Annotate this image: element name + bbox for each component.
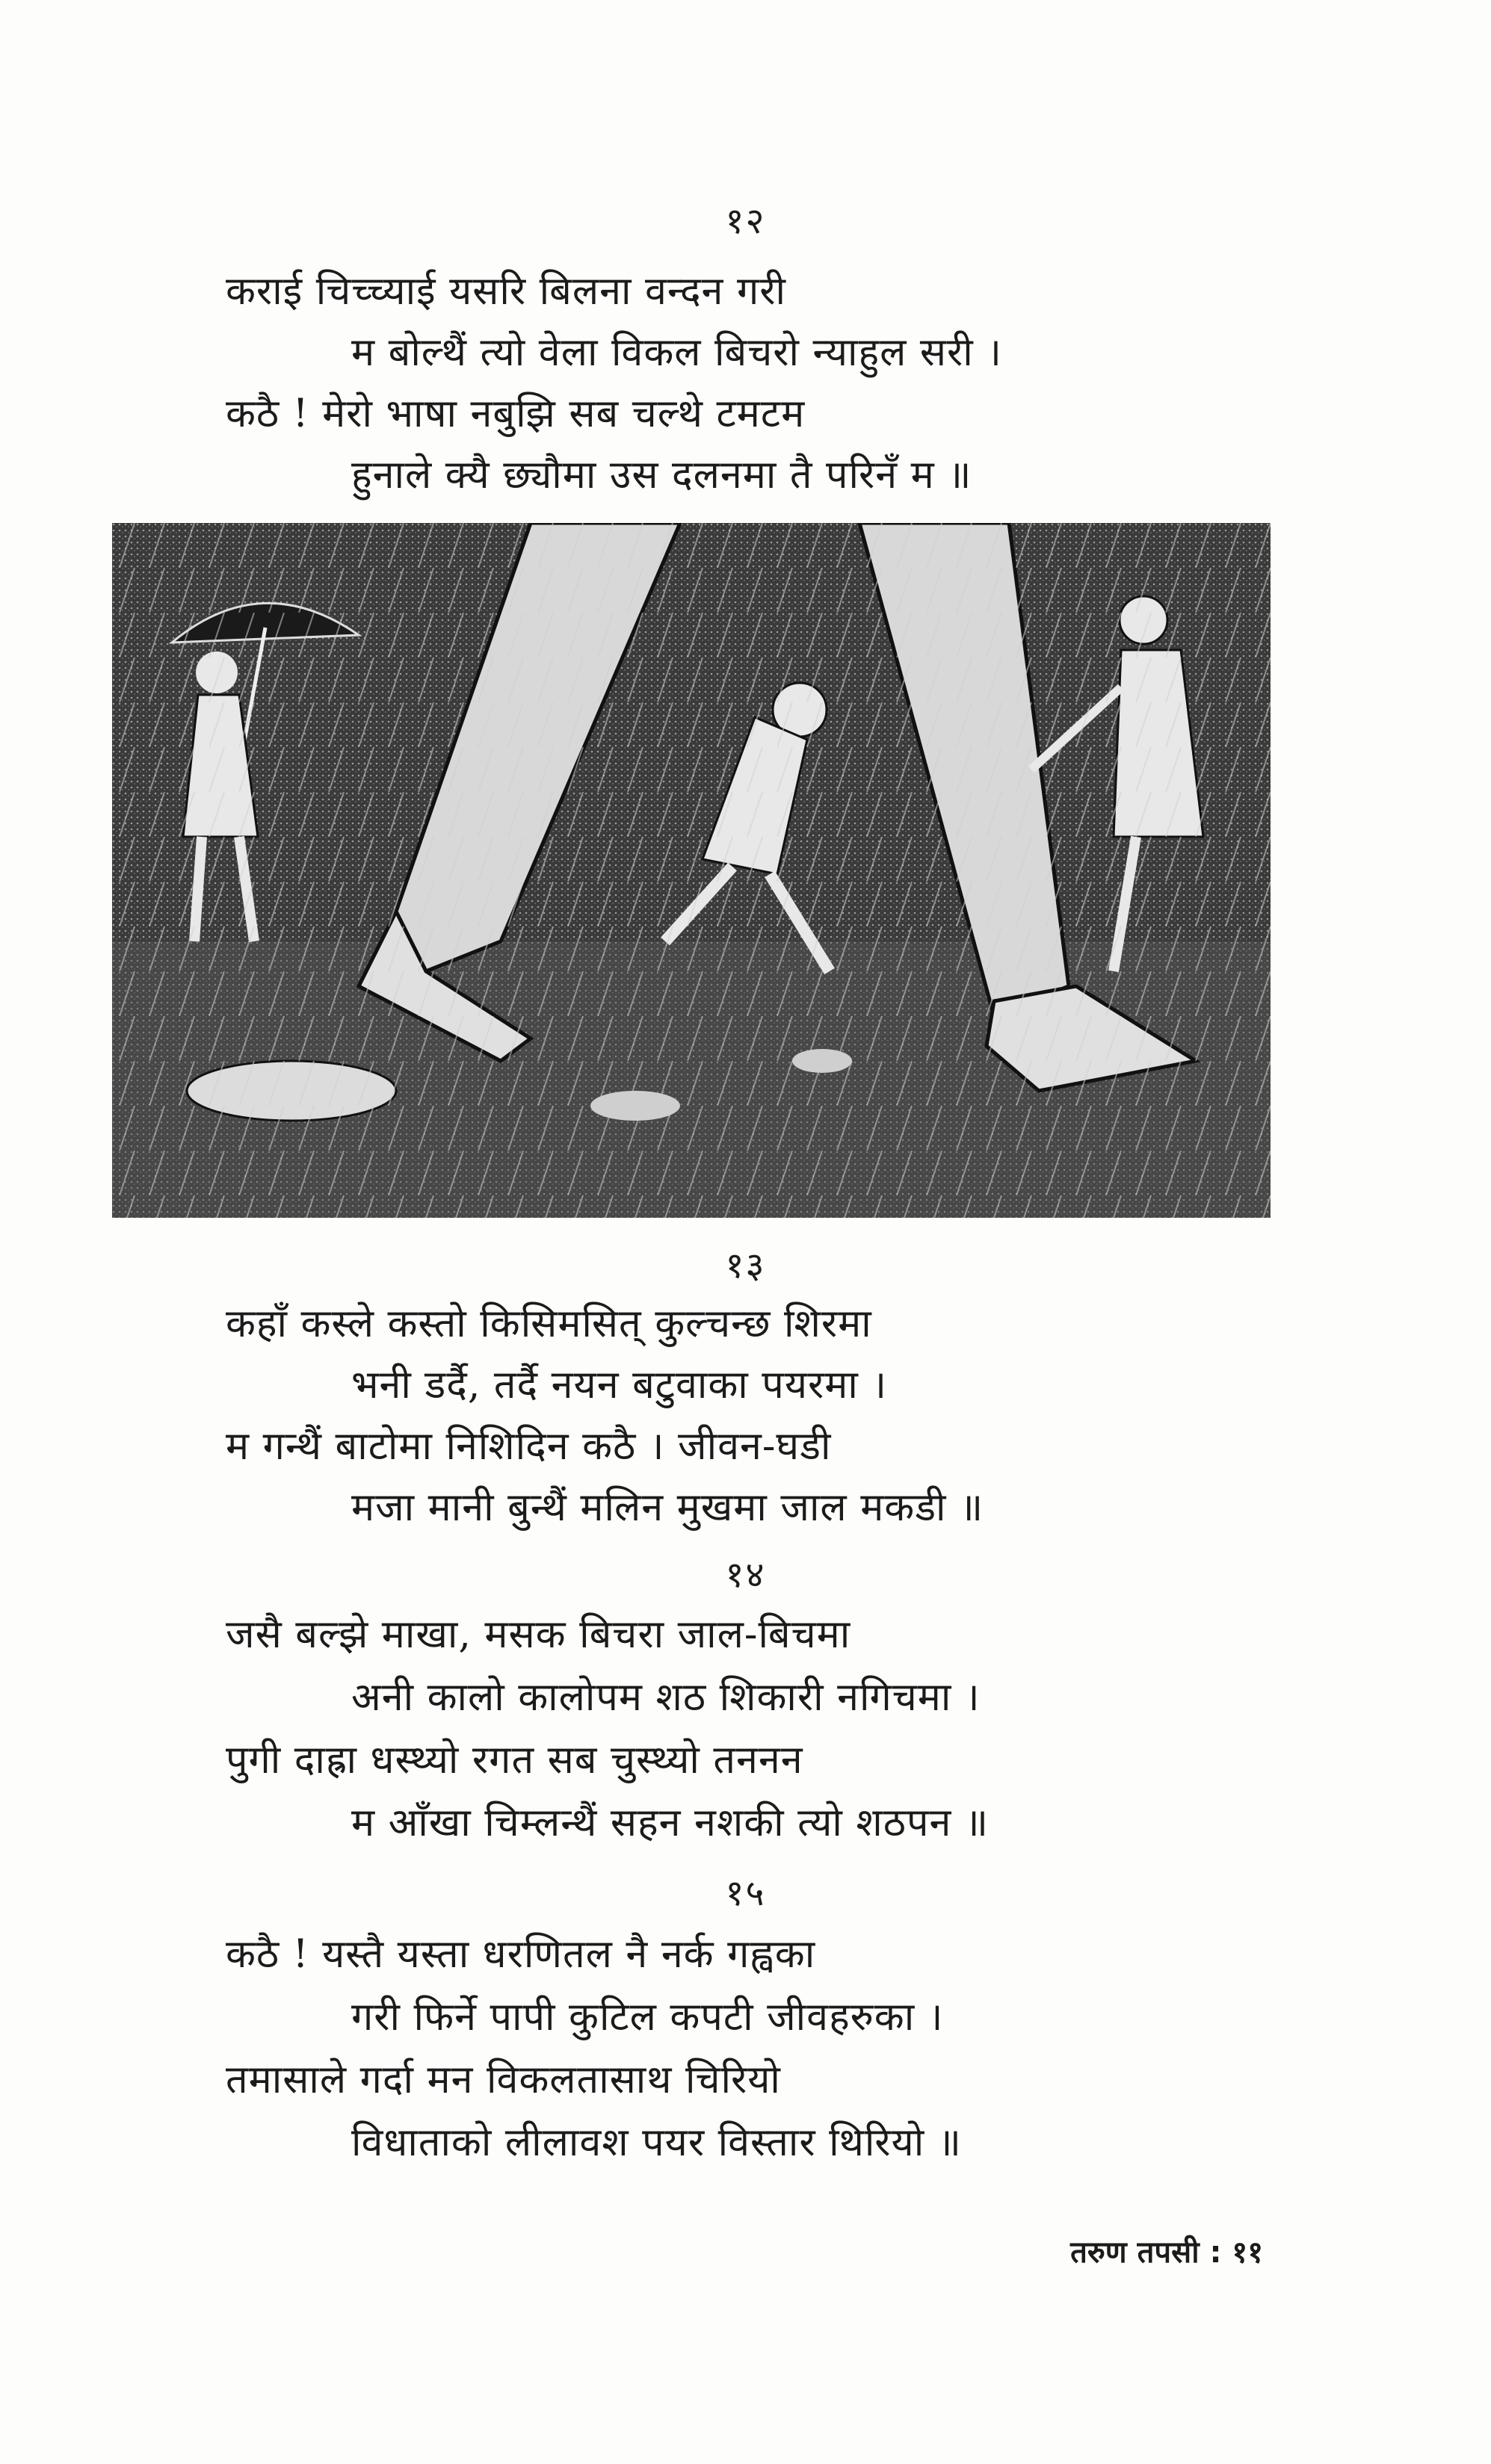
verse-line: कठै ! मेरो भाषा नबुझि सब चल्थे टमटम: [226, 391, 806, 436]
verse-line: विधाताको लीलावश पयर विस्तार थिरियो ॥: [351, 2120, 962, 2165]
verse-line: म गन्थैं बाटोमा निशिदिन कठै । जीवन-घडी: [226, 1424, 832, 1469]
verse-line: जसै बल्झे माखा, मसक बिचरा जाल-बिचमा: [226, 1612, 851, 1657]
verse-line: कहाँ कस्ले कस्तो किसिमसित् कुल्चन्छ शिरमा: [226, 1301, 872, 1346]
verse-line: म आँखा चिम्लन्थैं सहन नशकी त्यो शठपन ॥: [351, 1801, 990, 1845]
verse-line: कठै ! यस्तै यस्ता धरणितल नै नर्क गह्वका: [226, 1932, 816, 1977]
verse-line: मजा मानी बुन्थैं मलिन मुखमा जाल मकडी ॥: [351, 1485, 984, 1530]
verse-line: म बोल्थैं त्यो वेला विकल बिचरो न्याहुल सरी ।: [351, 330, 1002, 375]
verse-line: हुनाले क्यै छ्यौमा उस दलनमा तै परिनँ म ॥: [351, 453, 972, 498]
verse-line: पुगी दाह्रा धस्थ्यो रगत सब चुस्थ्यो तननन: [226, 1738, 803, 1783]
rain-street-scene-illustration: [112, 523, 1271, 1218]
verse-line: भनी डर्दै, तर्दै नयन बटुवाका पयरमा ।: [351, 1363, 888, 1408]
stanza-number: १४: [725, 1554, 766, 1596]
stanza-number: १२: [725, 200, 766, 242]
verse-line: तमासाले गर्दा मन विकलतासाथ चिरियो: [226, 2058, 781, 2102]
stanza-number: १५: [725, 1872, 766, 1914]
verse-line: कराई चिच्च्याई यसरि बिलना वन्दन गरी: [226, 269, 786, 314]
verse-line: गरी फिर्ने पापी कुटिल कपटी जीवहरुका ।: [351, 1995, 944, 2040]
stanza-number: १३: [725, 1245, 766, 1287]
page-footer: तरुण तपसी : ११: [1070, 2235, 1263, 2270]
verse-line: अनी कालो कालोपम शठ शिकारी नगिचमा ।: [351, 1675, 981, 1720]
illustration-drawing: [112, 523, 1271, 1218]
